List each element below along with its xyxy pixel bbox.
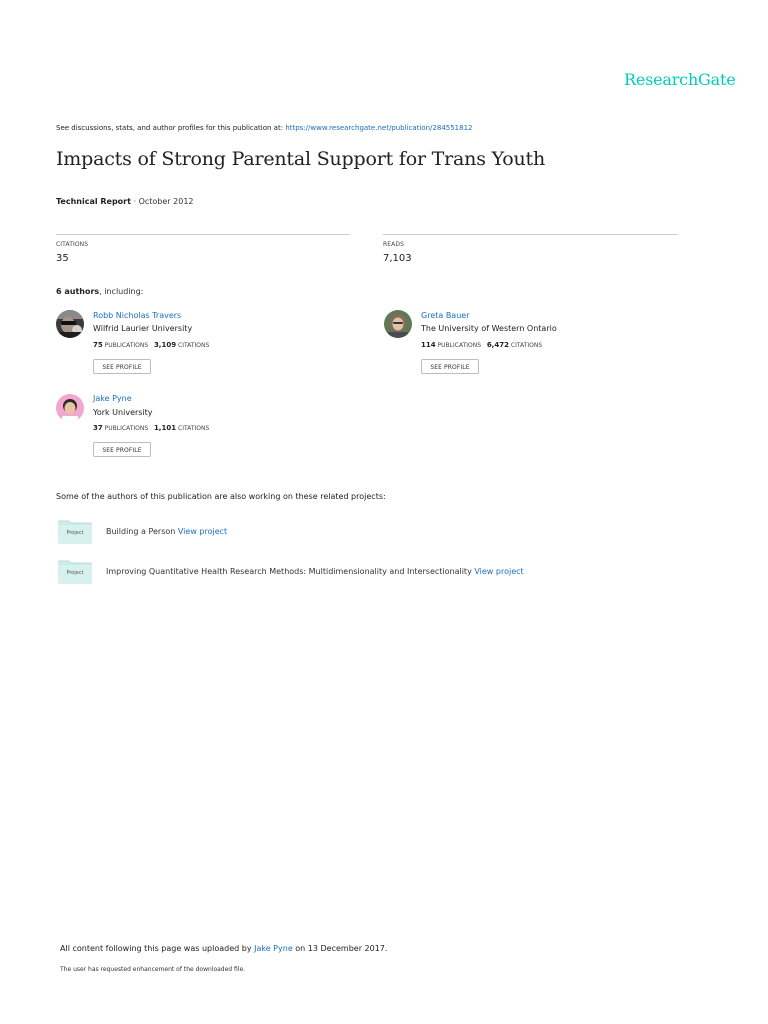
publications-count: 37	[93, 424, 103, 432]
publications-count: 75	[93, 341, 103, 349]
related-projects-heading: Some of the authors of this publication are also working on these related projects:	[56, 492, 386, 501]
citations-divider	[56, 234, 350, 235]
author-affiliation: The University of Western Ontario	[421, 324, 557, 333]
citations-value: 35	[56, 253, 69, 264]
publication-url-link[interactable]: https://www.researchgate.net/publication/284551812	[285, 124, 473, 132]
citations-label: CITATIONS	[178, 425, 210, 432]
authors-heading	[56, 287, 143, 296]
citations-label: CITATIONS	[178, 342, 210, 349]
author-name-link[interactable]: Greta Bauer	[421, 311, 470, 320]
related-project-item	[106, 527, 227, 536]
citations-label: CITATIONS	[56, 241, 89, 248]
avatar-robb-travers[interactable]	[56, 310, 84, 338]
authors-suffix: , including:	[99, 287, 144, 296]
enhancement-note: The user has requested enhancement of the downloaded file.	[60, 966, 246, 973]
publication-title: Impacts of Strong Parental Support for Trans Youth	[56, 148, 546, 170]
upload-notice	[60, 944, 387, 953]
avatar-jake-pyne[interactable]	[56, 394, 84, 422]
reads-value: 7,103	[383, 253, 412, 264]
uploader-link[interactable]: Jake Pyne	[254, 944, 293, 953]
discussion-text: See discussions, stats, and author profiles for this publication at:	[56, 124, 286, 132]
see-profile-button[interactable]: SEE PROFILE	[93, 359, 151, 374]
project-title: Building a Person	[106, 527, 178, 536]
avatar-photo-icon	[56, 310, 84, 338]
project-folder-label: Project	[66, 530, 84, 536]
avatar-photo-icon	[56, 394, 84, 422]
citations-label: CITATIONS	[510, 342, 543, 349]
view-project-link[interactable]: View project	[474, 567, 524, 576]
publications-label: PUBLICATIONS	[104, 342, 149, 349]
avatar-greta-bauer[interactable]	[384, 310, 412, 338]
publication-meta	[56, 197, 194, 206]
reads-label: READS	[383, 241, 404, 248]
related-project-item	[106, 567, 524, 576]
citations-count: 1,101	[153, 424, 177, 432]
publications-label: PUBLICATIONS	[437, 342, 482, 349]
author-name-link[interactable]: Robb Nicholas Travers	[93, 311, 182, 320]
discussion-line	[56, 124, 473, 132]
project-folder-icon	[58, 558, 92, 584]
publications-count: 114	[421, 341, 436, 349]
author-stats	[421, 341, 542, 349]
publication-type: Technical Report	[56, 197, 131, 206]
avatar-photo-icon	[384, 310, 412, 338]
upload-suffix: on 13 December 2017.	[292, 944, 388, 953]
author-stats	[93, 424, 209, 432]
citations-count: 3,109	[153, 341, 177, 349]
project-folder-icon	[58, 518, 92, 544]
authors-count: 6 authors	[56, 287, 100, 296]
author-name-link[interactable]: Jake Pyne	[93, 394, 132, 403]
author-stats	[93, 341, 209, 349]
author-affiliation: Wilfrid Laurier University	[93, 324, 193, 333]
upload-prefix: All content following this page was uploaded by	[60, 944, 255, 953]
project-title: Improving Quantitative Health Research Methods: Multidimensionality and Intersectionality	[106, 567, 475, 576]
view-project-link[interactable]: View project	[177, 527, 228, 536]
author-affiliation: York University	[93, 408, 153, 417]
publication-date: · October 2012	[130, 197, 194, 206]
see-profile-button[interactable]: SEE PROFILE	[421, 359, 479, 374]
project-folder-label: Project	[66, 570, 84, 576]
citations-count: 6,472	[486, 341, 509, 349]
publications-label: PUBLICATIONS	[104, 425, 149, 432]
see-profile-button[interactable]: SEE PROFILE	[93, 442, 151, 457]
researchgate-logo[interactable]: ResearchGate	[624, 70, 736, 89]
reads-divider	[383, 234, 678, 235]
